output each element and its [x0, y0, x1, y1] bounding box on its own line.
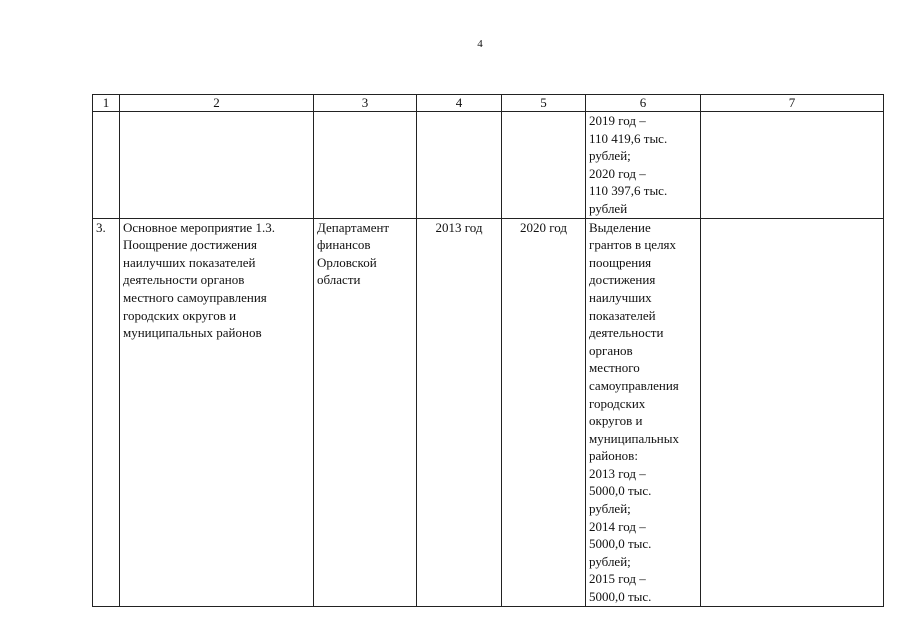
result-line: 2020 год –	[589, 165, 646, 181]
activity-name-line: Основное мероприятие 1.3.	[123, 219, 275, 235]
table-row-continuation	[93, 112, 884, 219]
result-line: 2019 год –	[589, 113, 646, 128]
result-line: 2013 год –	[589, 465, 646, 481]
activity-name-line: муниципальных районов	[123, 325, 262, 341]
result-line: грантов в целях	[589, 237, 677, 253]
header-cell-2: 2	[120, 95, 314, 112]
result-line: поощрения	[589, 254, 652, 270]
result-line: 110 419,6 тыс.	[589, 130, 668, 146]
result-line: деятельности	[589, 325, 664, 341]
result-line: рублей	[589, 200, 628, 216]
cell-activity-name	[120, 112, 314, 219]
header-cell-3: 3	[314, 95, 417, 112]
result-line: рублей;	[589, 501, 631, 517]
result-line: наилучших	[589, 289, 652, 305]
activity-name-line: местного самоуправления	[123, 289, 267, 305]
result-line: муниципальных	[589, 430, 680, 446]
result-line: 2014 год –	[589, 518, 646, 534]
result-line: рублей;	[589, 553, 631, 569]
result-line: районов:	[589, 448, 638, 464]
result-line: показателей	[589, 307, 656, 323]
cell-result	[586, 218, 701, 606]
result-line: местного	[589, 360, 640, 376]
result-line: 110 397,6 тыс.	[589, 183, 668, 199]
header-cell-4: 4	[417, 95, 502, 112]
activity-name-line: Поощрение достижения	[123, 237, 257, 253]
cell-number	[93, 112, 120, 219]
result-line: 2015 год –	[589, 571, 646, 587]
result-line: 5000,0 тыс.	[589, 536, 652, 552]
result-line: 5000,0 тыс.	[589, 589, 652, 605]
cell-end-year: 2020 год	[502, 218, 586, 606]
executor-line: Департамент	[317, 219, 390, 235]
table-row-3	[93, 218, 884, 606]
cell-executor	[314, 218, 417, 606]
cell-number: 3.	[93, 218, 120, 606]
header-cell-6: 6	[586, 95, 701, 112]
page-number: 4	[477, 38, 483, 50]
result-line: Выделение	[589, 219, 651, 235]
cell-activity-name	[120, 218, 314, 606]
cell-executor	[314, 112, 417, 219]
executor-line: области	[317, 272, 361, 288]
result-line: округов и	[589, 413, 643, 429]
executor-line: Орловской	[317, 254, 377, 270]
header-row	[93, 95, 884, 112]
result-line: рублей;	[589, 148, 631, 164]
cell-start-year: 2013 год	[417, 218, 502, 606]
activity-name-line: деятельности органов	[123, 272, 245, 288]
result-line: достижения	[589, 272, 656, 288]
program-activities-table	[92, 94, 884, 607]
cell-col7	[701, 218, 884, 606]
result-line: самоуправления	[589, 377, 679, 393]
activity-name-line: наилучших показателей	[123, 254, 256, 270]
header-cell-5: 5	[502, 95, 586, 112]
result-line: 5000,0 тыс.	[589, 483, 652, 499]
cell-end-year	[502, 112, 586, 219]
activity-name-line: городских округов и	[123, 307, 237, 323]
header-cell-7: 7	[701, 95, 884, 112]
cell-start-year	[417, 112, 502, 219]
cell-result	[586, 112, 701, 219]
cell-col7	[701, 112, 884, 219]
header-cell-1: 1	[93, 95, 120, 112]
result-line: городских	[589, 395, 646, 411]
executor-line: финансов	[317, 237, 371, 253]
result-line: органов	[589, 342, 633, 358]
